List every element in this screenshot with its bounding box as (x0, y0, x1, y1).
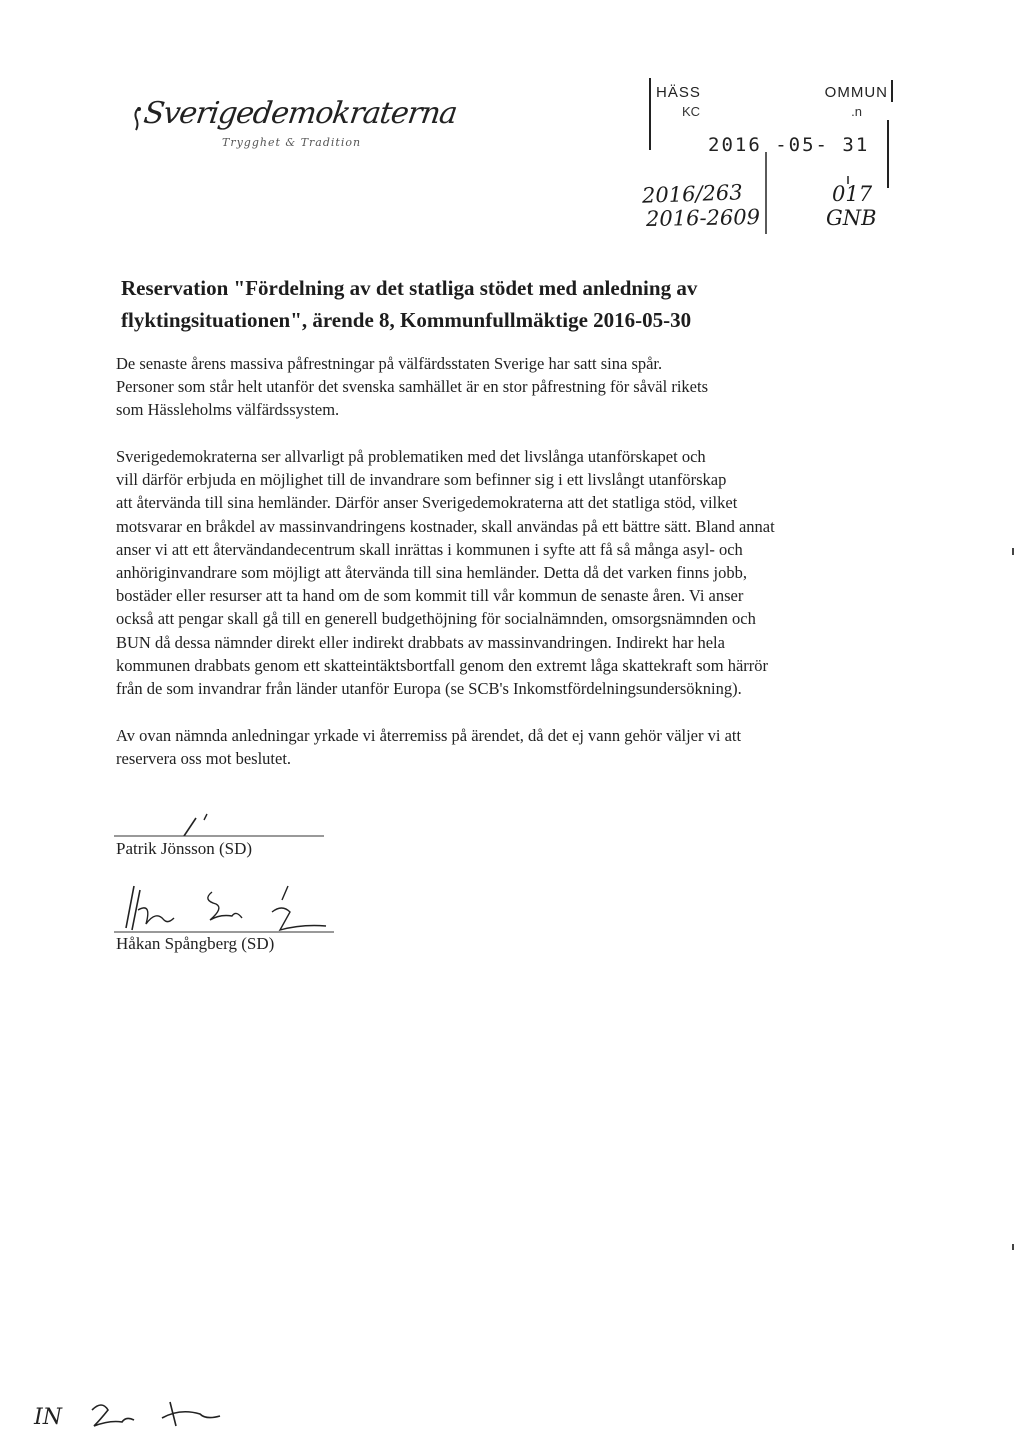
text-line: som Hässleholms välfärdssystem. (116, 400, 340, 420)
stamp-sub-line (656, 104, 888, 119)
stamp-org-line (656, 84, 888, 101)
text-line: Personer som står helt utanför det svenska samhället är en stor påfrestning för såväl rikets (116, 377, 708, 397)
text-line: från de som invandrar från länder utanför Europa (se SCB's Inkomstfördelningsundersökning). (116, 679, 742, 699)
margin-mark (1012, 548, 1014, 555)
text-line: kommunen drabbats genom ett skatteintäktsbortfall genom den extremt låga skattekraft som härrör (116, 655, 769, 675)
text-line: anser vi att ett återvändandecentrum skall inrättas i kommunen i syfte att få så många asyl- och (116, 539, 743, 559)
paragraph-main (116, 445, 896, 700)
stamp-sub-right: .n (851, 104, 862, 119)
initials-text: IN (34, 1405, 62, 1430)
text-line: De senaste årens massiva påfrestningar på välfärdsstaten Sverige har satt sina spår. (116, 354, 663, 373)
text-line: BUN då dessa nämnder direkt eller indirekt drabbats av massinvandringen. Indirekt har hela (116, 632, 725, 652)
text-line: motsvarar en bråkdel av massinvandringens kostnader, skall användas på ett bättre sätt. Bland annat (116, 516, 775, 536)
signature-scrawl-2 (112, 880, 342, 940)
text-line: vill därför erbjuda en möjlighet till de invandrare som befinner sig i ett livslångt utanförskap (116, 470, 727, 490)
stamp-code-2: GNB (826, 206, 877, 230)
stamp-date: 2016 -05- 31 (708, 134, 870, 156)
text-line: reservera oss mot beslutet. (116, 749, 292, 769)
document-title (121, 272, 821, 336)
signature-name-2: Håkan Spångberg (SD) (116, 934, 275, 953)
stamp-org-right: OMMUN (824, 84, 888, 101)
party-logo (130, 96, 459, 156)
text-line: anhöriginvandrare som möjligt att återvända till sina hemländer. Detta då det varken finns jobb, (116, 563, 747, 583)
handwritten-initials (30, 1390, 250, 1434)
margin-mark (1012, 1244, 1014, 1250)
logo-wordmark: Sverigedemokraterna (141, 96, 459, 131)
stamp-ref-2: 2016-2609 (645, 205, 761, 231)
stamp-code-1: 017 (832, 182, 873, 206)
title-line: Reservation "Fördelning av det statliga stödet med anledning av (121, 276, 698, 300)
stamp-sub-left: KC (682, 104, 701, 119)
logo-tagline: Trygghet & Tradition (222, 136, 362, 149)
text-line: bostäder eller resurser att ta hand om de som kommit till vår kommun de senaste åren. Vi anser (116, 586, 744, 606)
registry-stamp (641, 78, 894, 234)
signature-name-1: Patrik Jönsson (SD) (116, 839, 253, 858)
stamp-ref-1: 2016/263 (641, 180, 743, 208)
text-line: att återvända till sina hemländer. Därför anser Sverigedemokraterna att det statliga stöd, vilket (116, 493, 738, 513)
paragraph-intro (116, 352, 896, 422)
stamp-org-left: HÄSS (656, 84, 701, 101)
title-line: flyktingsituationen", ärende 8, Kommunfullmäktige 2016-05-30 (121, 308, 692, 332)
paragraph-conclusion (116, 724, 896, 770)
text-line: Av ovan nämnda anledningar yrkade vi återremiss på ärendet, då det ej vann gehör väljer vi att (116, 726, 742, 745)
text-line: också att pengar skall gå till en generell budgethöjning för socialnämnden, omsorgsnämnden och (116, 609, 756, 629)
text-line: Sverigedemokraterna ser allvarligt på problematiken med det livslånga utanförskapet och (116, 447, 706, 466)
